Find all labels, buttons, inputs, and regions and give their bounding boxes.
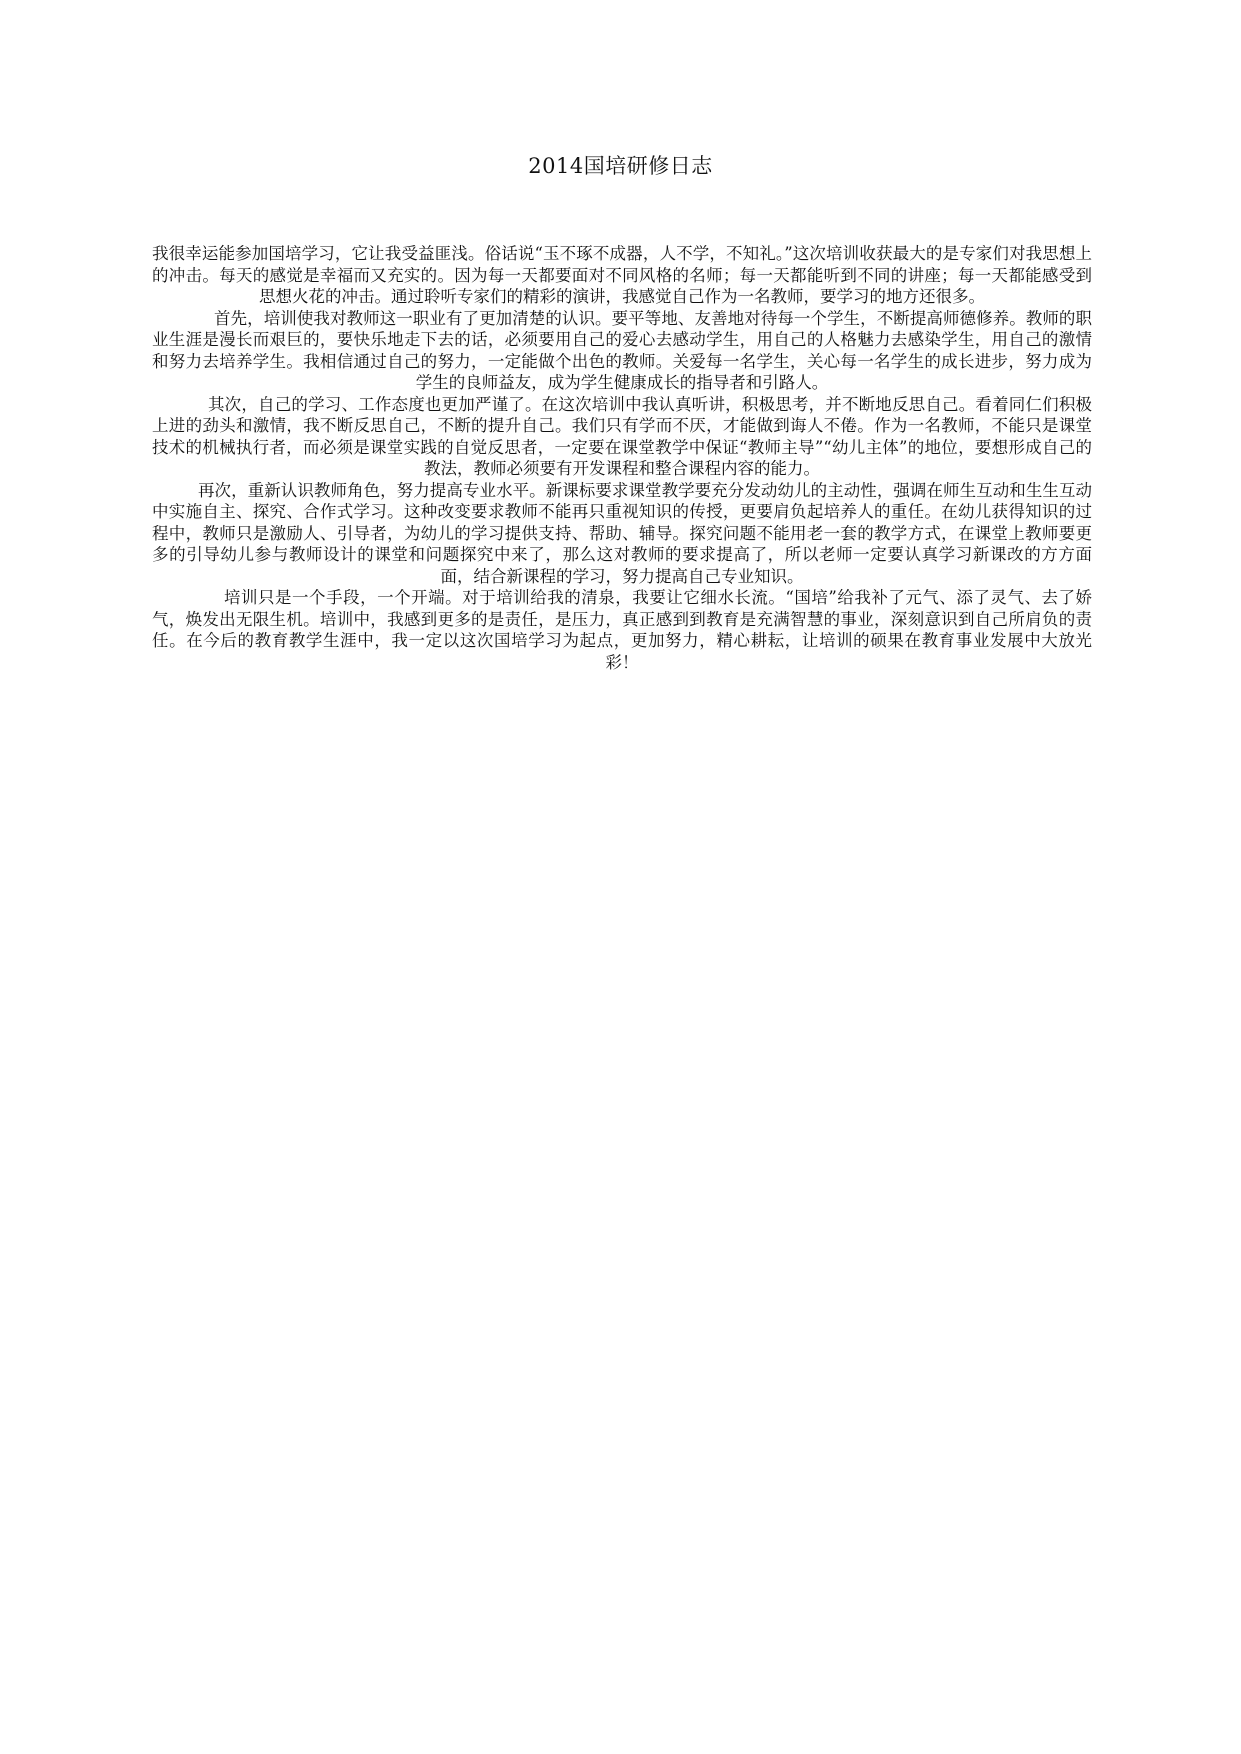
paragraph-conclusion: 培训只是一个手段，一个开端。对于培训给我的清泉，我要让它细水长流。“国培”给我补了元气、添了灵气、去了娇气，焕发出无限生机。培训中，我感到更多的是责任，是压力，真正感到到教育是充满智慧的事业，深刻意识到自己所肩负的责任。在今后的教育教学生涯中，我一定以这次国培学习为起点，更加努力，精心耕耘，让培训的硕果在教育事业发展中大放光彩！ <box>152 588 1092 672</box>
paragraph-second: 其次，自己的学习、工作态度也更加严谨了。在这次培训中我认真听讲，积极思考，并不断地反思自己。看着同仁们积极上进的劲头和激情，我不断反思自己，不断的提升自己。我们只有学而不厌，才能做到诲人不倦。作为一名教师，不能只是课堂技术的机械执行者，而必须是课堂实践的自觉反思者，一定要在课堂教学中保证“教师主导”“幼儿主体”的地位，要想形成自己的教法，教师必须要有开发课程和整合课程内容的能力。 <box>152 394 1092 478</box>
document-title: 2014国培研修日志 <box>528 154 713 178</box>
document-body <box>152 243 1092 673</box>
paragraph-third: 再次，重新认识教师角色，努力提高专业水平。新课标要求课堂教学要充分发动幼儿的主动性，强调在师生互动和生生互动中实施自主、探究、合作式学习。这种改变要求教师不能再只重视知识的传授，更要肩负起培养人的重任。在幼儿获得知识的过程中，教师只是激励人、引导者，为幼儿的学习提供支持、帮助、辅导。探究问题不能用老一套的教学方式，在课堂上教师要更多的引导幼儿参与教师设计的课堂和问题探究中来了，那么这对教师的要求提高了，所以老师一定要认真学习新课改的方方面面，结合新课程的学习，努力提高自己专业知识。 <box>152 480 1092 586</box>
paragraph-intro: 我很幸运能参加国培学习，它让我受益匪浅。俗话说“玉不琢不成器，人不学，不知礼。”这次培训收获最大的是专家们对我思想上的冲击。每天的感觉是幸福而又充实的。因为每一天都要面对不同风格的名师；每一天都能听到不同的讲座；每一天都能感受到思想火花的冲击。通过聆听专家们的精彩的演讲，我感觉自己作为一名教师，要学习的地方还很多。 <box>152 244 1092 306</box>
paragraph-first: 首先，培训使我对教师这一职业有了更加清楚的认识。要平等地、友善地对待每一个学生，不断提高师德修养。教师的职业生涯是漫长而艰巨的，要快乐地走下去的话，必须要用自己的爱心去感动学生，用自己的人格魅力去感染学生，用自己的激情和努力去培养学生。我相信通过自己的努力，一定能做个出色的教师。关爱每一名学生，关心每一名学生的成长进步，努力成为学生的良师益友，成为学生健康成长的指导者和引路人。 <box>152 308 1092 392</box>
